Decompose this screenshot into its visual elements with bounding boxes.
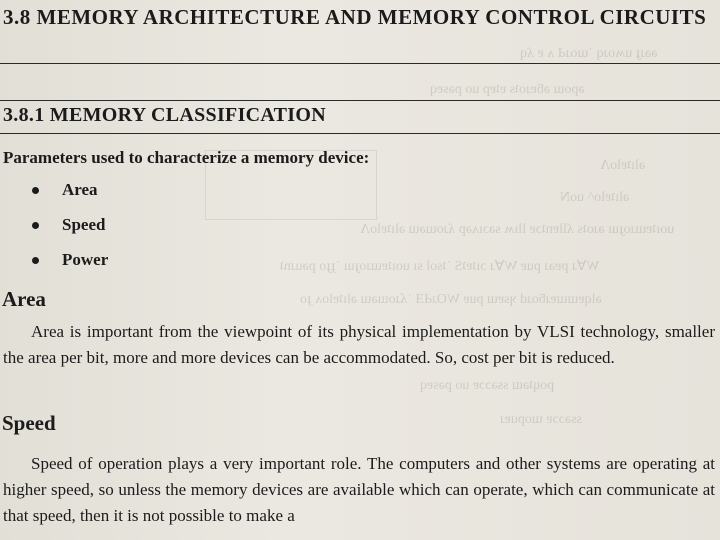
bullet-icon: [32, 222, 39, 229]
speed-heading: Speed: [2, 411, 56, 435]
parameters-list: [32, 180, 108, 285]
list-item: [32, 180, 108, 215]
speed-paragraph: Speed of operation plays a very important role. The computers and other systems are operating at higher speed, so unless the memory devices are available which can operate, which can communicate at that speed, then it is not possible to make a: [3, 454, 715, 525]
area-paragraph: Area is important from the viewpoint of its physical implementation by VLSI technology, smaller the area per bit, more and more devices can be accommodated. So, cost per bit is reduced.: [3, 322, 715, 367]
parameters-heading: Parameters used to characterize a memory device:: [3, 148, 370, 167]
chapter-title-rule: [0, 63, 720, 64]
area-heading: Area: [2, 287, 46, 311]
section-top-rule: [0, 100, 720, 101]
list-item-label: Speed: [62, 215, 106, 234]
bullet-icon: [32, 187, 39, 194]
list-item-label: Power: [62, 250, 109, 269]
section-title: 3.8.1 MEMORY CLASSIFICATION: [3, 104, 326, 126]
section-bottom-rule: [0, 133, 720, 134]
bullet-icon: [32, 257, 39, 264]
list-item-label: Area: [62, 180, 98, 199]
chapter-title: 3.8 MEMORY ARCHITECTURE AND MEMORY CONTROL CIRCUITS: [3, 5, 707, 29]
list-item: [32, 250, 108, 285]
document-page: ǝǝɹɟ uʍoɹq ˙ɯoɹԀ ʌ ɐ ʎq ǝpoɯ ǝƃɐɹoʇs ɐʇɐp uo pǝsɐq ǝlıʇɐloΛ ǝlıʇɐlo^ uoN uoıʇɐɯɹoɟuı ǝɹoʇs ʎllɐnʇɔɐ llıʍ sǝɔıʌǝp ʎɹoɯǝɯ ǝlıʇɐloΛ WⱯɹ pɐǝɹ puɐ WⱯɹ ɔıʇɐʇS ˙ʇsol sı uoıʇɐɯɹoɟuı ˙ɟɟo pǝuɹnʇ ǝlqɐɯɯɐɹƃoɹd ʞsɐɯ puɐ WOɹԀƎ ˙ʎɹoɯǝɯ ǝlıʇɐloʌ ɟo poɥʇǝɯ ssǝɔɔɐ uo pǝsɐq ssǝɔɔɐ ɯopuɐɹ 3.8 MEMORY ARCHITECTURE AND MEMORY CONTROL CIRCUITS 3.8.1 MEMORY CLASSIFICATION Parameters used to characterize a memory device: Area Speed Power Area Area is important from the viewpoint of its physical implementation by VLSI technology, smaller the area per bit, more and more devices can be accommodated. So, cost per bit is reduced. Speed Speed of operation plays a very important role. The computers and other systems are operating at higher speed, so unless the memory devices are available which can operate, which can communicate at that speed, then it is not possible to make a: [0, 0, 720, 540]
list-item: [32, 215, 108, 250]
